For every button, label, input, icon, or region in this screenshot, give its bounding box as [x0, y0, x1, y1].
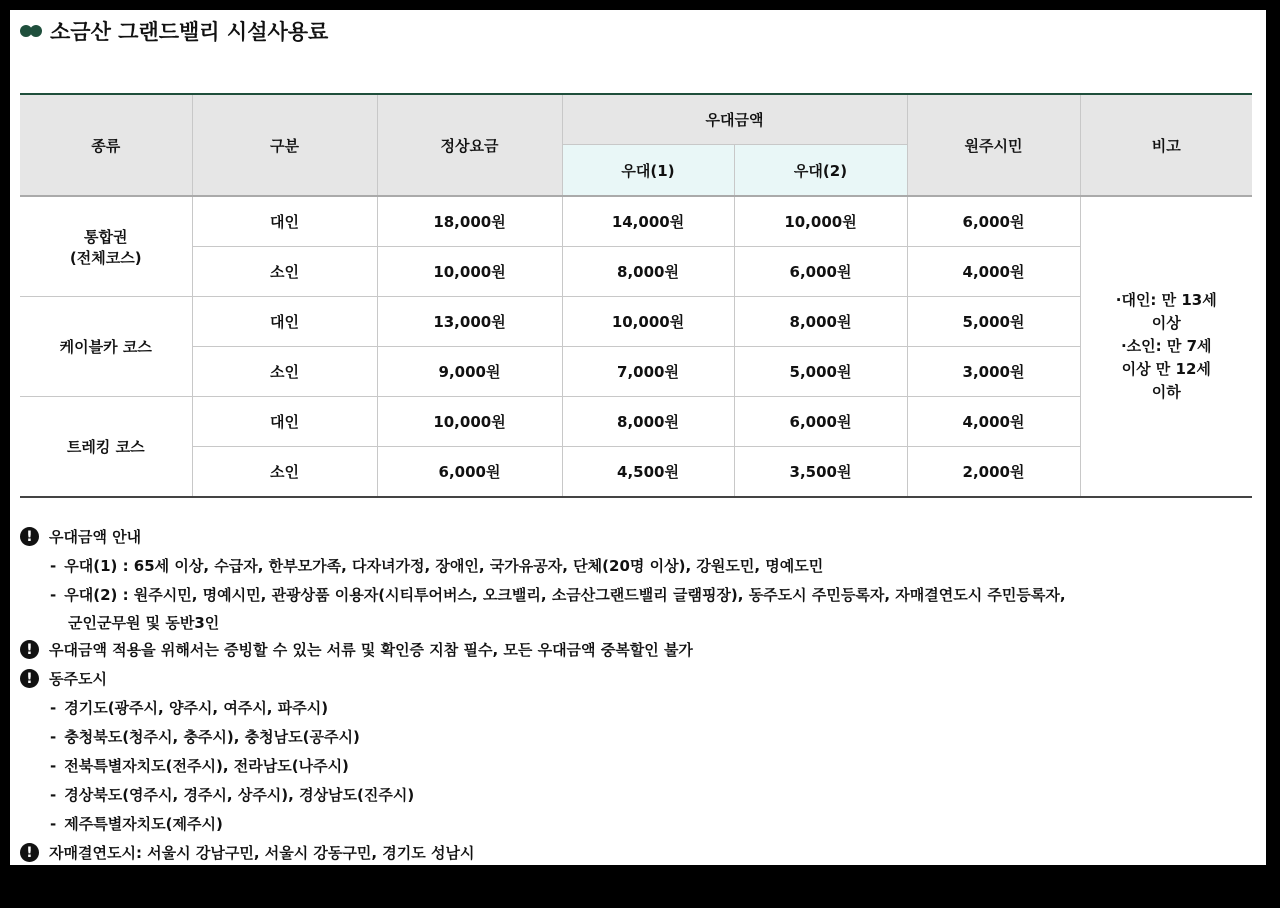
note-heading: [20, 522, 1066, 551]
dongju-item: 경상북도(영주시, 경주시, 상주시), 경상남도(진주시): [64, 786, 415, 804]
cell-category: 대인: [192, 297, 377, 347]
remark-line: ·소인: 만 7세: [1120, 337, 1212, 355]
note-heading: [20, 664, 1066, 693]
fee-table: [20, 93, 1252, 498]
cell-regular: 9,000원: [377, 347, 562, 397]
cell-discount2: 3,500원: [734, 447, 907, 498]
list-item: [20, 580, 1066, 609]
table-row: [20, 447, 1252, 498]
remark-line: 이상 만 12세: [1121, 360, 1211, 378]
list-item: [20, 693, 1066, 722]
table-row: [20, 347, 1252, 397]
dash-bullet: -: [50, 585, 57, 604]
exclamation-icon: !: [20, 843, 39, 862]
cell-discount1: 7,000원: [562, 347, 734, 397]
row-type-name: 케이블카 코스: [20, 297, 192, 397]
cell-resident: 4,000원: [907, 397, 1080, 447]
dongju-item: 경기도(광주시, 양주시, 여주시, 파주시): [64, 699, 329, 717]
discount2-desc: 우대(2) : 원주시민, 명예시민, 관광상품 이용자(시티투어버스, 오크밸리, 소금산그랜드밸리 글램핑장), 동주도시 주민등록자, 자매결연도시 주민등록자,: [64, 586, 1066, 604]
dongju-item: 충청북도(청주시, 충주시), 충청남도(공주시): [64, 728, 360, 746]
header-discount2: 우대(2): [734, 145, 907, 197]
remark-cell: [1080, 196, 1252, 497]
list-item: [20, 809, 1066, 838]
row-type-name: 트레킹 코스: [20, 397, 192, 498]
cell-discount2: 8,000원: [734, 297, 907, 347]
dash-bullet: -: [50, 785, 57, 804]
cell-resident: 3,000원: [907, 347, 1080, 397]
cell-regular: 6,000원: [377, 447, 562, 498]
sister-city-notice: 자매결연도시: 서울시 강남구민, 서울시 강동구민, 경기도 성남시: [49, 844, 475, 862]
cell-category: 대인: [192, 196, 377, 247]
remark-line: 이상: [1151, 314, 1181, 332]
dongju-heading: 동주도시: [49, 670, 107, 688]
cell-category: 대인: [192, 397, 377, 447]
note-heading: [20, 838, 1066, 867]
cell-resident: 5,000원: [907, 297, 1080, 347]
cell-category: 소인: [192, 247, 377, 297]
dongju-item: 제주특별자치도(제주시): [64, 815, 223, 833]
dash-bullet: -: [50, 698, 57, 717]
proof-notice: 우대금액 적용을 위해서는 증빙할 수 있는 서류 및 확인증 지참 필수, 모든 우대금액 중복할인 불가: [49, 641, 693, 659]
header-category: 구분: [192, 94, 377, 196]
discount-info-heading: 우대금액 안내: [49, 528, 142, 546]
header-type: 종류: [20, 94, 192, 196]
dash-bullet: -: [50, 756, 57, 775]
cell-category: 소인: [192, 347, 377, 397]
header-discount1: 우대(1): [562, 145, 734, 197]
remark-line: ·대인: 만 13세: [1115, 291, 1217, 309]
cell-discount2: 6,000원: [734, 397, 907, 447]
cell-discount1: 4,500원: [562, 447, 734, 498]
remark-line: 이하: [1151, 383, 1181, 401]
list-item: [20, 780, 1066, 809]
cell-discount2: 6,000원: [734, 247, 907, 297]
discount2-desc-cont: 군인군무원 및 동반3인: [68, 613, 220, 632]
row-type-name: 통합권: [84, 227, 128, 246]
table-row: [20, 397, 1252, 447]
cell-category: 소인: [192, 447, 377, 498]
cell-resident: 2,000원: [907, 447, 1080, 498]
cell-discount1: 14,000원: [562, 196, 734, 247]
row-type-subname: (전체코스): [69, 248, 142, 267]
header-regular: 정상요금: [377, 94, 562, 196]
table-row: [20, 247, 1252, 297]
cell-regular: 13,000원: [377, 297, 562, 347]
cell-resident: 6,000원: [907, 196, 1080, 247]
cell-regular: 10,000원: [377, 397, 562, 447]
cell-regular: 10,000원: [377, 247, 562, 297]
notes-section: [20, 522, 1066, 867]
row-type-cell: [20, 196, 192, 297]
list-item-continuation: [20, 609, 1066, 635]
cell-discount1: 8,000원: [562, 397, 734, 447]
cell-resident: 4,000원: [907, 247, 1080, 297]
table-row: [20, 196, 1252, 247]
exclamation-icon: !: [20, 669, 39, 688]
bullet-dots-icon: [20, 25, 42, 37]
dongju-item: 전북특별자치도(전주시), 전라남도(나주시): [64, 757, 349, 775]
cell-discount2: 5,000원: [734, 347, 907, 397]
list-item: [20, 751, 1066, 780]
list-item: [20, 722, 1066, 751]
header-remark: 비고: [1080, 94, 1252, 196]
page-title: 소금산 그랜드밸리 시설사용료: [50, 20, 329, 44]
dash-bullet: -: [50, 814, 57, 833]
cell-discount1: 10,000원: [562, 297, 734, 347]
dash-bullet: -: [50, 727, 57, 746]
cell-regular: 18,000원: [377, 196, 562, 247]
title-row: [20, 16, 328, 46]
page: [10, 10, 1266, 865]
exclamation-icon: !: [20, 640, 39, 659]
header-discount-group: 우대금액: [562, 94, 907, 145]
discount1-desc: 우대(1) : 65세 이상, 수급자, 한부모가족, 다자녀가정, 장애인, 국가유공자, 단체(20명 이상), 강원도민, 명예도민: [64, 557, 824, 575]
exclamation-icon: !: [20, 527, 39, 546]
table-row: [20, 297, 1252, 347]
cell-discount1: 8,000원: [562, 247, 734, 297]
cell-discount2: 10,000원: [734, 196, 907, 247]
header-resident: 원주시민: [907, 94, 1080, 196]
list-item: [20, 551, 1066, 580]
note-heading: [20, 635, 1066, 664]
dash-bullet: -: [50, 556, 57, 575]
